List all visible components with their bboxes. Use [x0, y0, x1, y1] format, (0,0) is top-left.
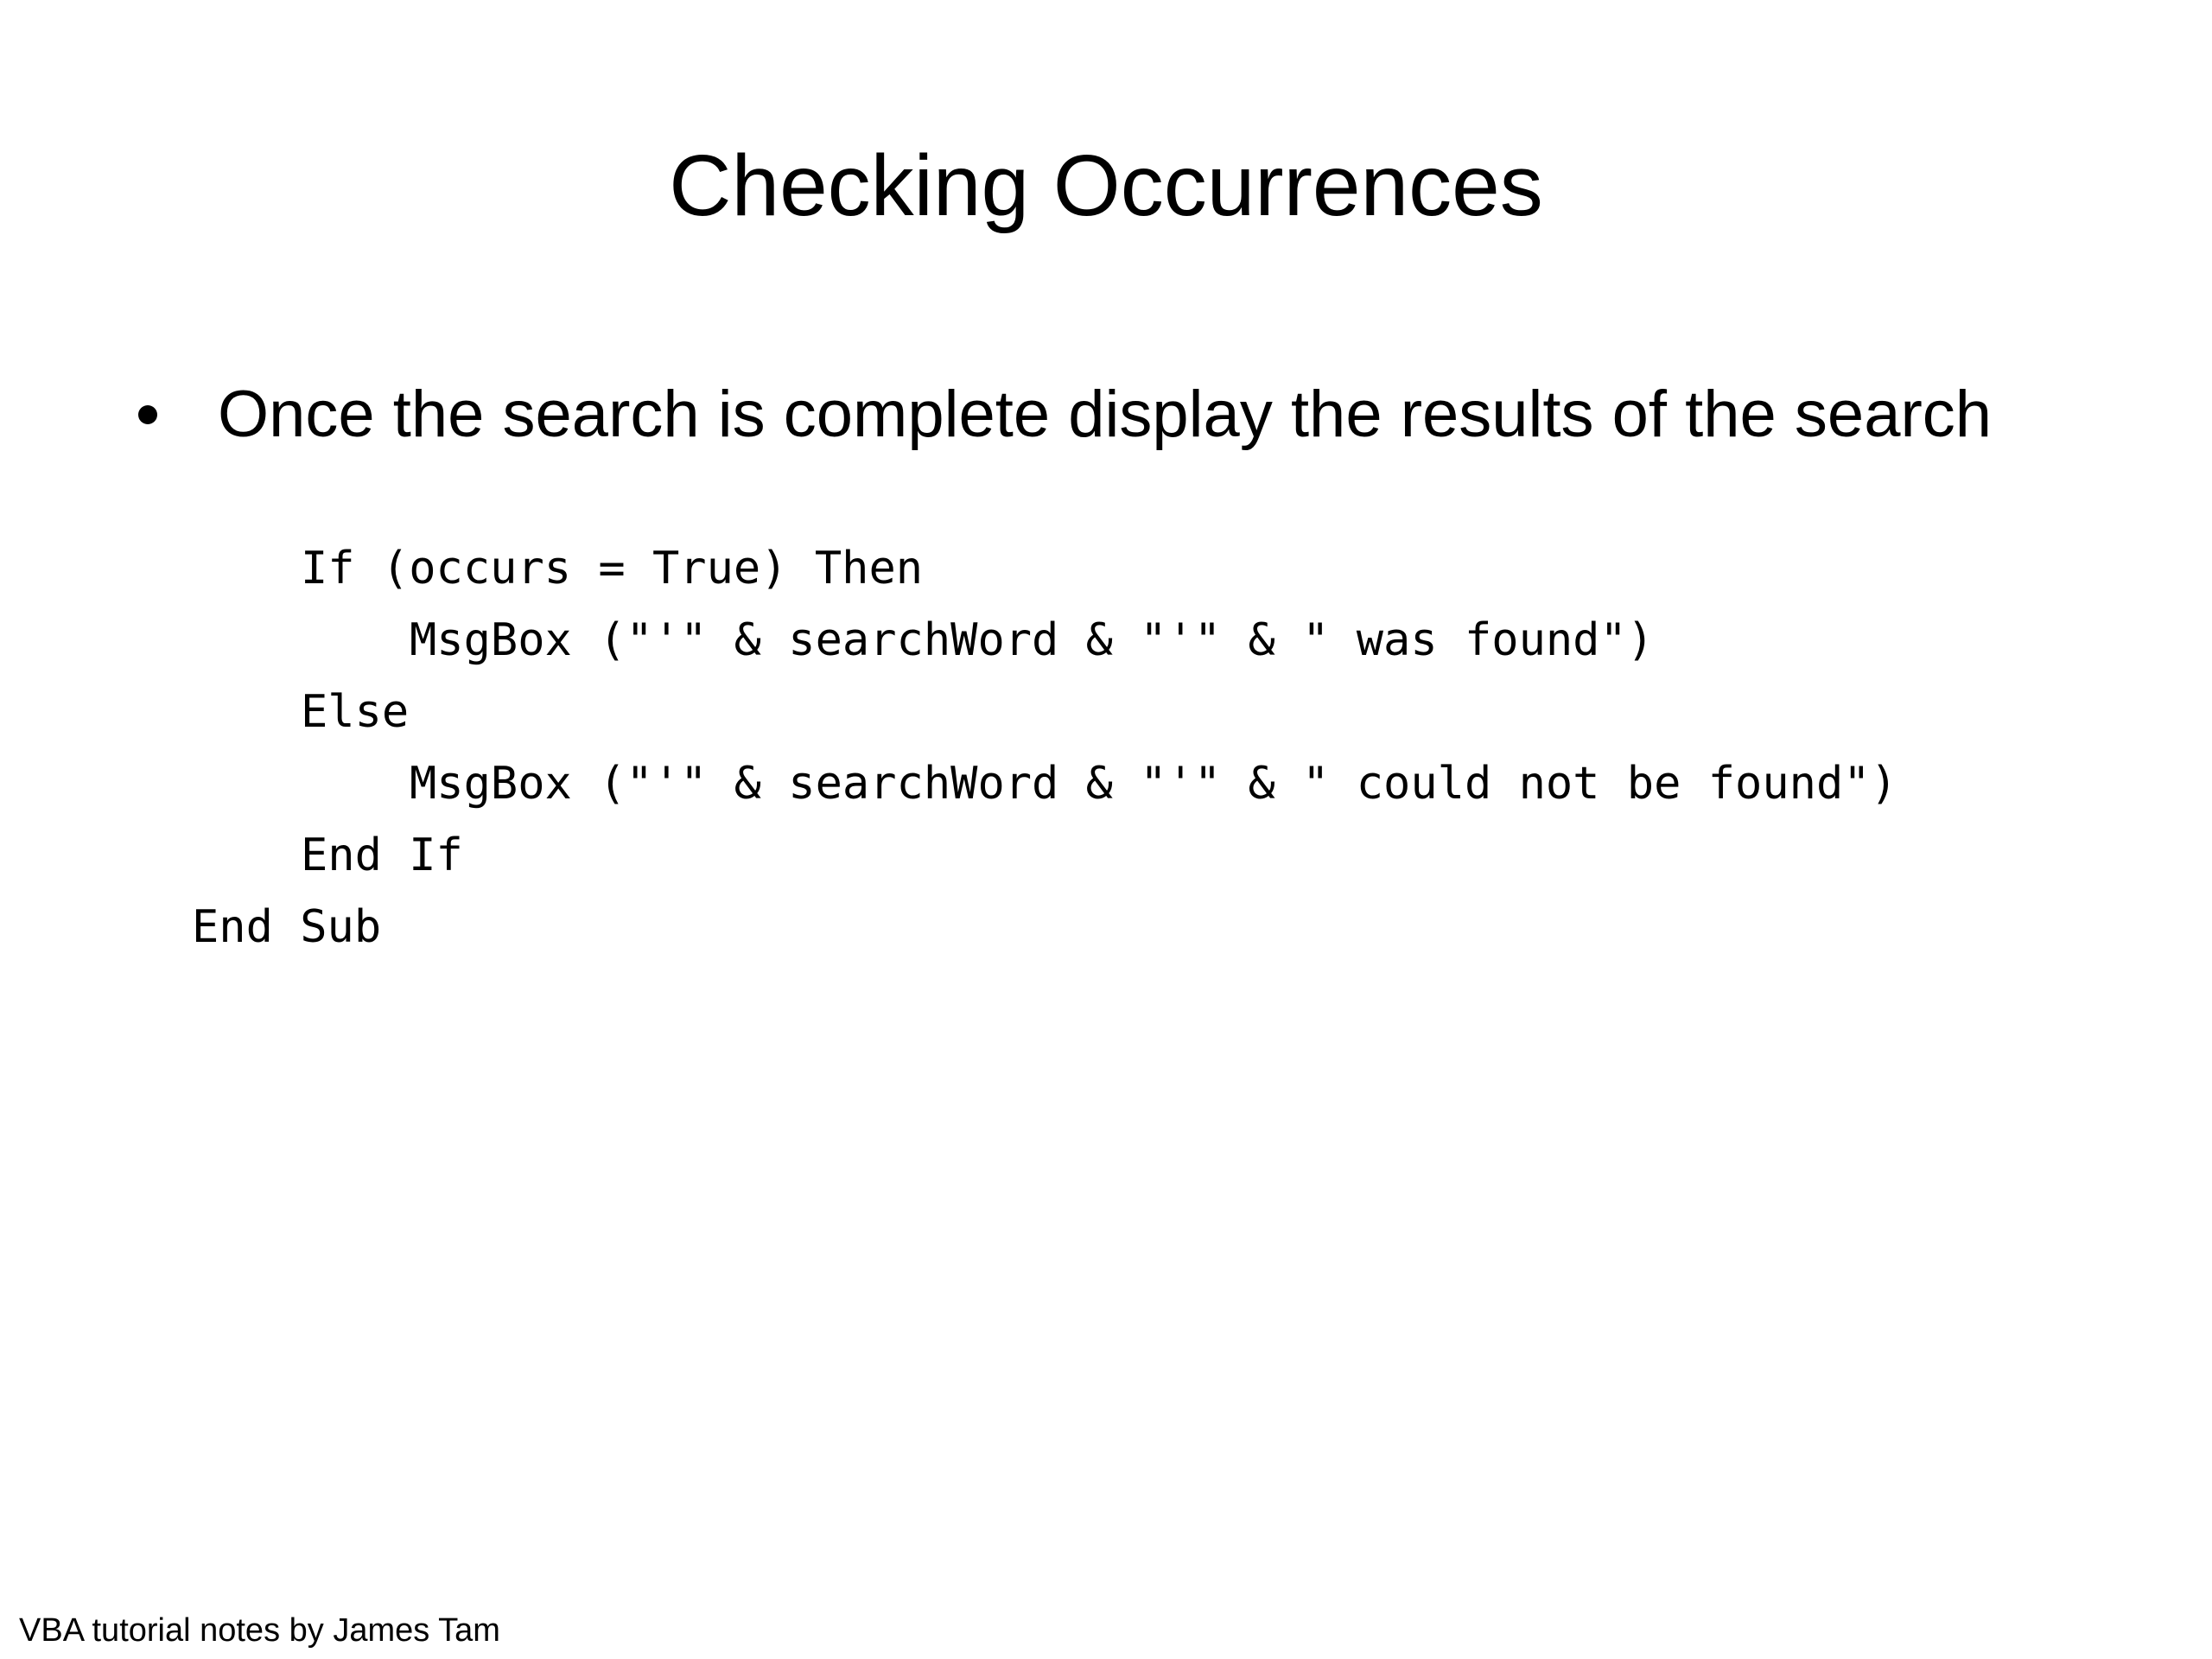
- code-line: MsgBox ("'" & searchWord & "'" & " was found"): [410, 614, 1655, 666]
- bullet-text: Once the search is complete display the results of the search: [218, 378, 1993, 451]
- code-line: Else: [301, 686, 410, 738]
- code-line: End If: [301, 830, 463, 881]
- code-line: MsgBox ("'" & searchWord & "'" & " could not be found"): [410, 758, 1897, 810]
- bullet-item: [138, 367, 1992, 462]
- bullet-icon: [138, 405, 157, 424]
- slide-footer: VBA tutorial notes by James Tam: [19, 1612, 500, 1649]
- code-line: If (occurs = True) Then: [301, 543, 924, 594]
- code-line: End Sub: [192, 901, 382, 953]
- slide-title: Checking Occurrences: [669, 137, 1543, 234]
